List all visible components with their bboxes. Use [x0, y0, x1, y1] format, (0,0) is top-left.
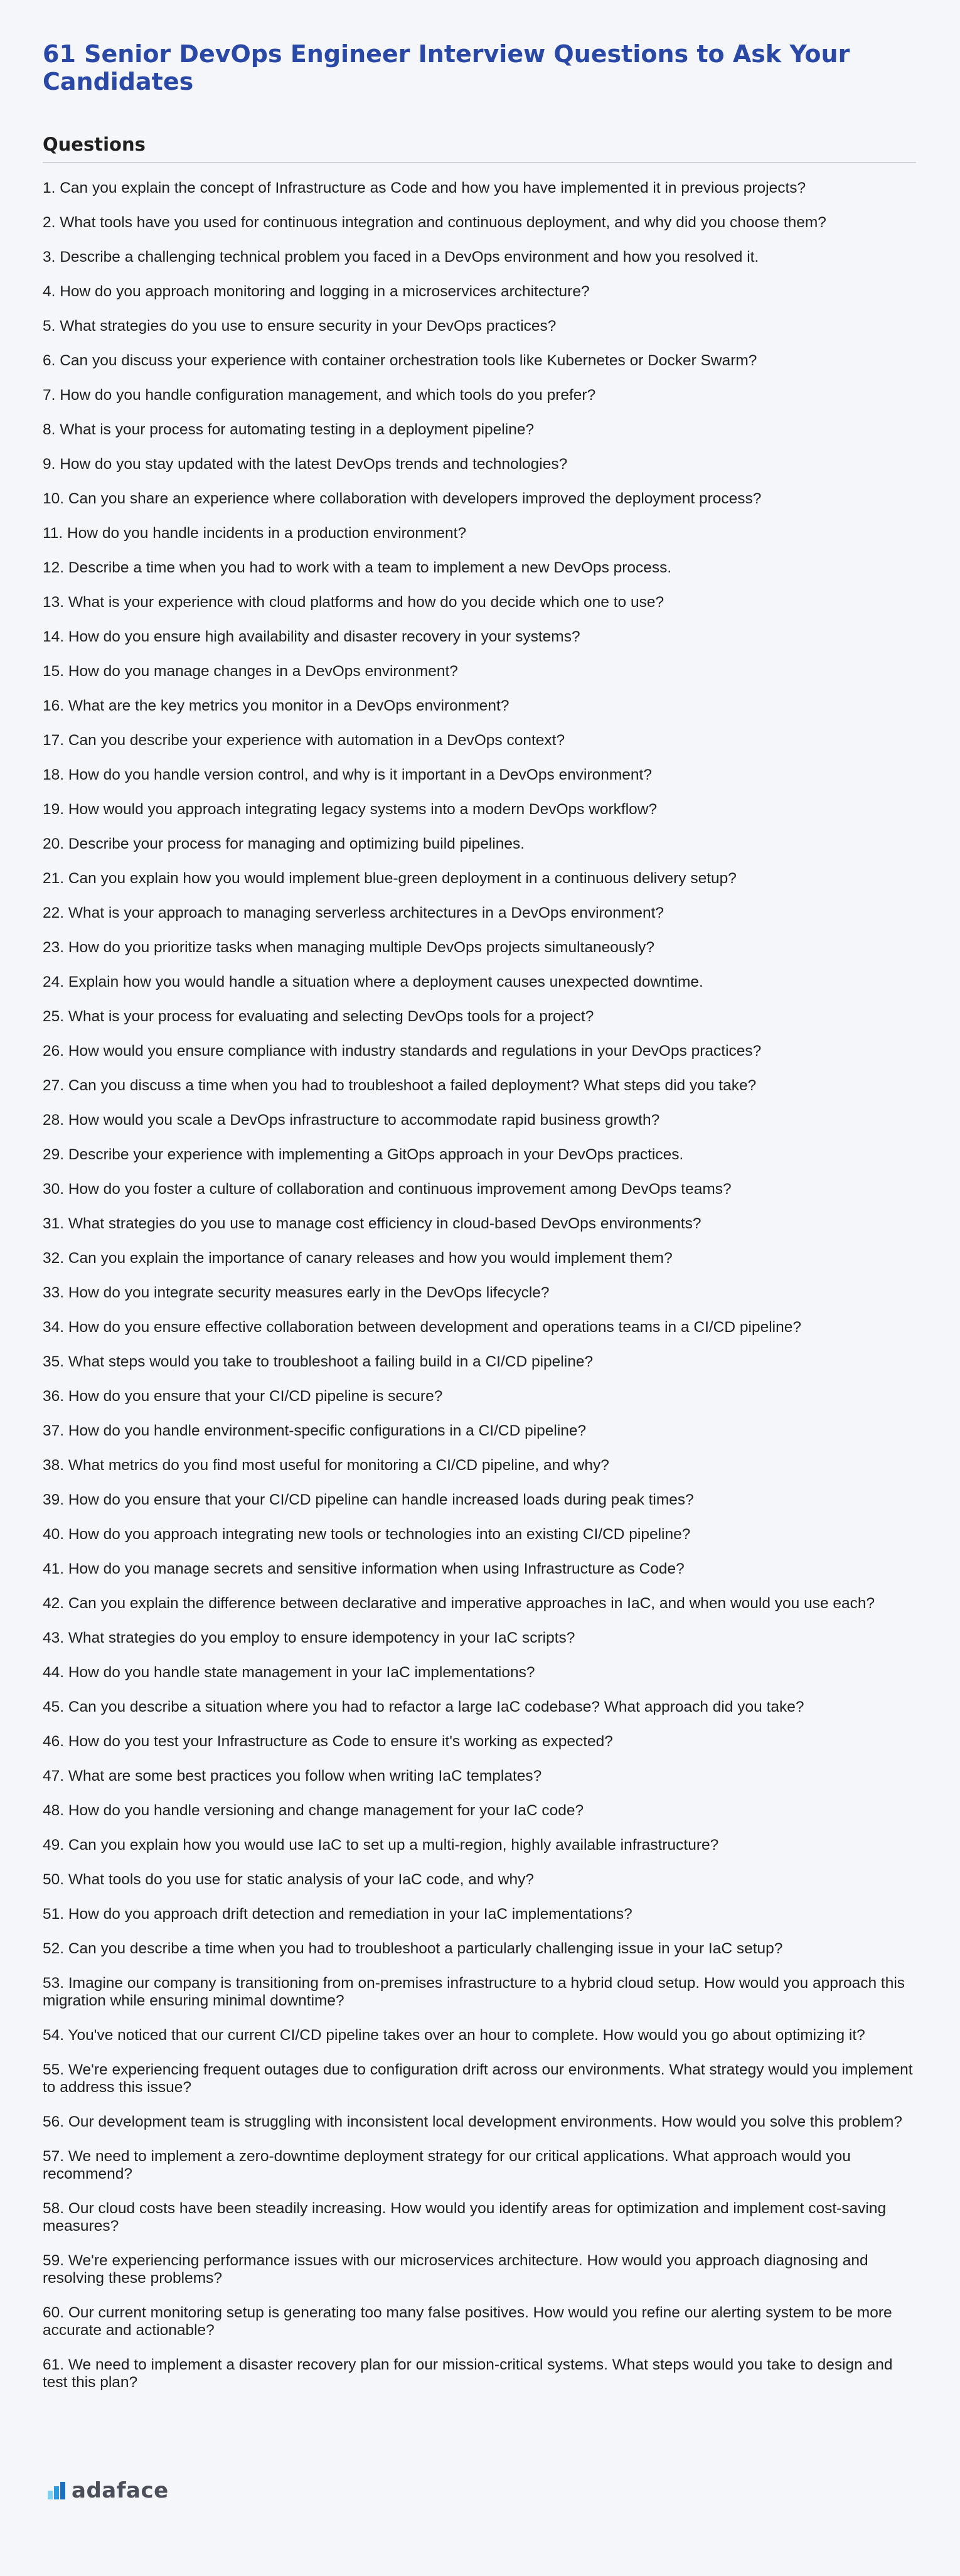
page-title: 61 Senior DevOps Engineer Interview Questions to Ask Your Candidates	[43, 40, 850, 95]
question-item: 38. What metrics do you find most useful for monitoring a CI/CD pipeline, and why?	[43, 1457, 609, 1474]
question-item: 5. What strategies do you use to ensure security in your DevOps practices?	[43, 318, 557, 335]
question-item: 15. How do you manage changes in a DevOps environment?	[43, 663, 458, 680]
question-item: 50. What tools do you use for static analysis of your IaC code, and why?	[43, 1871, 535, 1888]
question-item: 44. How do you handle state management in your IaC implementations?	[43, 1664, 535, 1681]
question-item: 14. How do you ensure high availability and disaster recovery in your systems?	[43, 628, 580, 645]
page-content	[43, 40, 916, 2408]
questions-list	[43, 180, 916, 2391]
question-item: 47. What are some best practices you follow when writing IaC templates?	[43, 1768, 542, 1784]
question-item: 60. Our current monitoring setup is generating too many false positives. How would you refine our alerting system to be more accurate and actionable?	[43, 2304, 892, 2339]
question-item: 4. How do you approach monitoring and logging in a microservices architecture?	[43, 283, 590, 300]
question-item: 58. Our cloud costs have been steadily increasing. How would you identify areas for optimization and implement cost-saving measures?	[43, 2200, 887, 2235]
section-heading: Questions	[43, 133, 916, 163]
question-item: 31. What strategies do you use to manage cost efficiency in cloud-based DevOps environments?	[43, 1215, 701, 1232]
question-item: 45. Can you describe a situation where you had to refactor a large IaC codebase? What approach did you take?	[43, 1699, 804, 1715]
question-item: 1. Can you explain the concept of Infrastructure as Code and how you have implemented it in previous projects?	[43, 180, 806, 196]
question-item: 6. Can you discuss your experience with container orchestration tools like Kubernetes or Docker Swarm?	[43, 352, 757, 369]
question-item: 17. Can you describe your experience with automation in a DevOps context?	[43, 732, 565, 749]
question-item: 7. How do you handle configuration management, and which tools do you prefer?	[43, 387, 596, 404]
adaface-logo-icon	[48, 2482, 67, 2499]
question-item: 61. We need to implement a disaster recovery plan for our mission-critical systems. What steps would you take to design and test this plan?	[43, 2356, 893, 2391]
question-item: 34. How do you ensure effective collaboration between development and operations teams in a CI/CD pipeline?	[43, 1319, 801, 1336]
question-item: 59. We're experiencing performance issues with our microservices architecture. How would you approach diagnosing and resolving these problems?	[43, 2252, 868, 2287]
question-item: 29. Describe your experience with implementing a GitOps approach in your DevOps practices.	[43, 1146, 684, 1163]
question-item: 25. What is your process for evaluating and selecting DevOps tools for a project?	[43, 1008, 594, 1025]
question-item: 55. We're experiencing frequent outages due to configuration drift across our environments. What strategy would you implement to address this issue?	[43, 2061, 913, 2096]
question-item: 9. How do you stay updated with the latest DevOps trends and technologies?	[43, 456, 568, 473]
question-item: 27. Can you discuss a time when you had to troubleshoot a failed deployment? What steps did you take?	[43, 1077, 757, 1094]
question-item: 16. What are the key metrics you monitor in a DevOps environment?	[43, 697, 509, 714]
footer	[48, 2478, 169, 2503]
question-item: 33. How do you integrate security measures early in the DevOps lifecycle?	[43, 1284, 550, 1301]
question-item: 49. Can you explain how you would use IaC to set up a multi-region, highly available infrastructure?	[43, 1837, 719, 1854]
question-item: 24. Explain how you would handle a situation where a deployment causes unexpected downtime.	[43, 974, 703, 990]
question-item: 21. Can you explain how you would implement blue-green deployment in a continuous delivery setup?	[43, 870, 737, 887]
question-item: 53. Imagine our company is transitioning from on-premises infrastructure to a hybrid cloud setup. How would you approach this migration while ensuring minimal downtime?	[43, 1975, 905, 2009]
question-item: 42. Can you explain the difference between declarative and imperative approaches in IaC, and when would you use each?	[43, 1595, 875, 1612]
question-item: 18. How do you handle version control, and why is it important in a DevOps environment?	[43, 766, 652, 783]
question-item: 48. How do you handle versioning and change management for your IaC code?	[43, 1802, 584, 1819]
question-item: 23. How do you prioritize tasks when managing multiple DevOps projects simultaneously?	[43, 939, 655, 956]
question-item: 2. What tools have you used for continuous integration and continuous deployment, and why did you choose them?	[43, 214, 826, 231]
question-item: 56. Our development team is struggling with inconsistent local development environments. How would you solve this problem?	[43, 2113, 902, 2130]
question-item: 46. How do you test your Infrastructure as Code to ensure it's working as expected?	[43, 1733, 613, 1750]
question-item: 26. How would you ensure compliance with industry standards and regulations in your DevOps practices?	[43, 1043, 762, 1060]
adaface-logo-text: adaface	[72, 2478, 169, 2503]
question-item: 36. How do you ensure that your CI/CD pipeline is secure?	[43, 1388, 443, 1405]
questions-section	[43, 133, 916, 2391]
question-item: 8. What is your process for automating testing in a deployment pipeline?	[43, 421, 535, 438]
question-item: 22. What is your approach to managing serverless architectures in a DevOps environment?	[43, 904, 664, 921]
question-item: 30. How do you foster a culture of collaboration and continuous improvement among DevOps teams?	[43, 1181, 732, 1198]
question-item: 28. How would you scale a DevOps infrastructure to accommodate rapid business growth?	[43, 1112, 660, 1129]
question-item: 10. Can you share an experience where collaboration with developers improved the deployment process?	[43, 490, 762, 507]
question-item: 54. You've noticed that our current CI/CD pipeline takes over an hour to complete. How would you go about optimizing it?	[43, 2027, 865, 2044]
question-item: 12. Describe a time when you had to work with a team to implement a new DevOps process.	[43, 559, 672, 576]
question-item: 37. How do you handle environment-specific configurations in a CI/CD pipeline?	[43, 1422, 587, 1439]
question-item: 13. What is your experience with cloud platforms and how do you decide which one to use?	[43, 594, 664, 611]
question-item: 19. How would you approach integrating legacy systems into a modern DevOps workflow?	[43, 801, 658, 818]
question-item: 52. Can you describe a time when you had to troubleshoot a particularly challenging issue in your IaC setup?	[43, 1940, 783, 1957]
question-item: 39. How do you ensure that your CI/CD pipeline can handle increased loads during peak times?	[43, 1491, 694, 1508]
question-item: 32. Can you explain the importance of canary releases and how you would implement them?	[43, 1250, 673, 1267]
question-item: 51. How do you approach drift detection and remediation in your IaC implementations?	[43, 1906, 632, 1923]
question-item: 40. How do you approach integrating new tools or technologies into an existing CI/CD pipeline?	[43, 1526, 691, 1543]
question-item: 43. What strategies do you employ to ensure idempotency in your IaC scripts?	[43, 1629, 575, 1646]
question-item: 11. How do you handle incidents in a production environment?	[43, 525, 467, 542]
question-item: 3. Describe a challenging technical problem you faced in a DevOps environment and how you resolved it.	[43, 249, 759, 266]
question-item: 41. How do you manage secrets and sensitive information when using Infrastructure as Code?	[43, 1560, 685, 1577]
question-item: 35. What steps would you take to troubleshoot a failing build in a CI/CD pipeline?	[43, 1353, 594, 1370]
question-item: 57. We need to implement a zero-downtime deployment strategy for our critical applications. What approach would you recommend?	[43, 2148, 851, 2182]
question-item: 20. Describe your process for managing and optimizing build pipelines.	[43, 835, 525, 852]
